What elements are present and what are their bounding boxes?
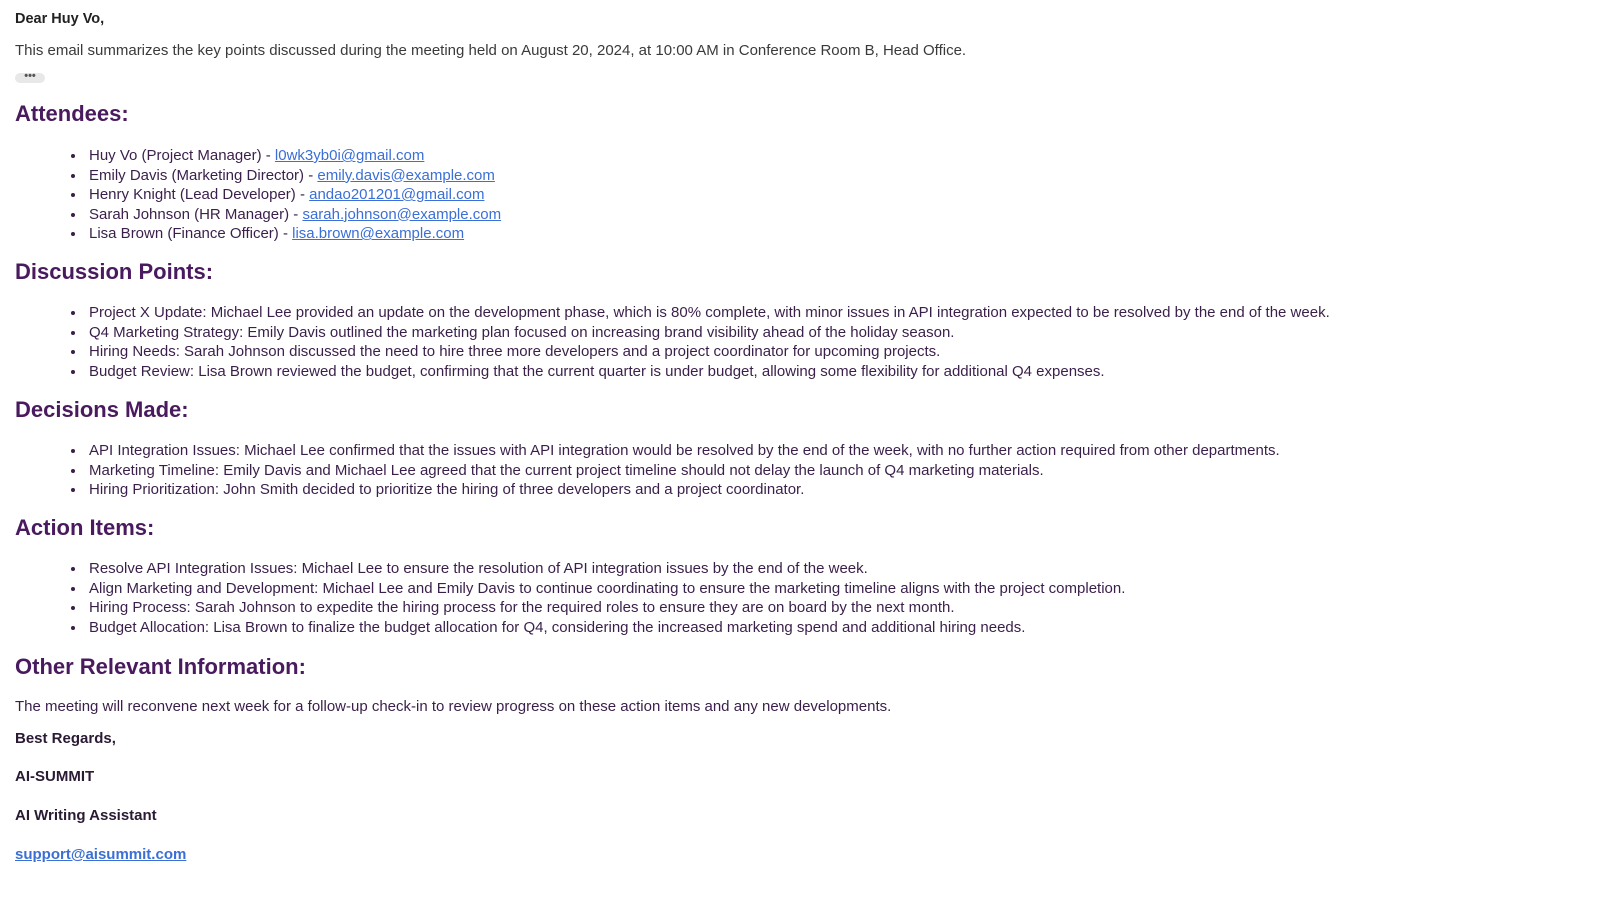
greeting: Dear Huy Vo, [15,11,105,27]
decisions-list [15,441,1280,500]
list-item: Q4 Marketing Strategy: Emily Davis outlined the marketing plan focused on increasing brand visibility ahead of the holiday season. [89,323,1330,343]
attendee-name: Sarah Johnson (HR Manager) - [89,205,303,223]
attendee-name: Henry Knight (Lead Developer) - [89,186,310,203]
attendee-name: Lisa Brown (Finance Officer) - [89,225,293,242]
attendee-email-link[interactable]: lisa.brown@example.com [292,225,465,242]
discussion-list [15,303,1330,381]
show-trimmed-content-button[interactable]: ••• [15,73,45,83]
intro-paragraph: This email summarizes the key points discussed during the meeting held on August 20, 2024, at 10:00 AM in Conference Room B, Head Office. [15,42,967,59]
list-item: Hiring Prioritization: John Smith decided to prioritize the hiring of three developers and a project coordinator. [89,480,1280,500]
list-item: Budget Review: Lisa Brown reviewed the budget, confirming that the current quarter is under budget, allowing some flexibility for additional Q4 expenses. [89,362,1330,382]
list-item [89,205,501,225]
signature-closing: Best Regards, [15,730,116,747]
list-item [89,185,501,205]
list-item: Marketing Timeline: Emily Davis and Michael Lee agreed that the current project timeline should not delay the launch of Q4 marketing materials. [89,461,1280,481]
decisions-heading: Decisions Made: [15,397,189,422]
attendees-heading: Attendees: [15,101,129,126]
action-items-list [15,559,1125,637]
list-item [89,224,501,244]
attendee-name: Huy Vo (Project Manager) - [89,147,275,164]
list-item: Hiring Process: Sarah Johnson to expedite the hiring process for the required roles to ensure they are on board by the next month. [89,598,1125,618]
attendee-email-link[interactable]: l0wk3yb0i@gmail.com [274,147,425,164]
support-email-link[interactable]: support@aisummit.com [15,846,187,863]
list-item: Hiring Needs: Sarah Johnson discussed the need to hire three more developers and a project coordinator for upcoming projects. [89,342,1330,362]
action-items-heading: Action Items: [15,515,155,540]
list-item [89,146,501,166]
attendees-list [15,146,501,244]
list-item [89,166,501,186]
list-item: API Integration Issues: Michael Lee confirmed that the issues with API integration would be resolved by the end of the week, with no further action required from other departments. [89,442,1280,459]
signature-org: AI-SUMMIT [15,768,95,785]
list-item: Resolve API Integration Issues: Michael Lee to ensure the resolution of API integration issues by the end of the week. [89,559,1125,579]
attendee-name: Emily Davis (Marketing Director) - [89,166,318,184]
discussion-heading: Discussion Points: [15,259,214,284]
attendee-email-link[interactable]: emily.davis@example.com [317,166,495,184]
list-item: Project X Update: Michael Lee provided an update on the development phase, which is 80% complete, with minor issues in API integration expected to be resolved by the end of the week. [89,304,1330,321]
list-item: Align Marketing and Development: Michael Lee and Emily Davis to continue coordinating to ensure the marketing timeline aligns with the project completion. [89,579,1126,597]
signature-role: AI Writing Assistant [15,807,157,824]
attendee-email-link[interactable]: andao201201@gmail.com [309,186,485,203]
other-info-paragraph: The meeting will reconvene next week for a follow-up check-in to review progress on these action items and any new developments. [15,698,892,715]
other-info-heading: Other Relevant Information: [15,654,306,679]
attendee-email-link[interactable]: sarah.johnson@example.com [302,205,502,223]
list-item: Budget Allocation: Lisa Brown to finalize the budget allocation for Q4, considering the increased marketing spend and additional hiring needs. [89,618,1125,638]
